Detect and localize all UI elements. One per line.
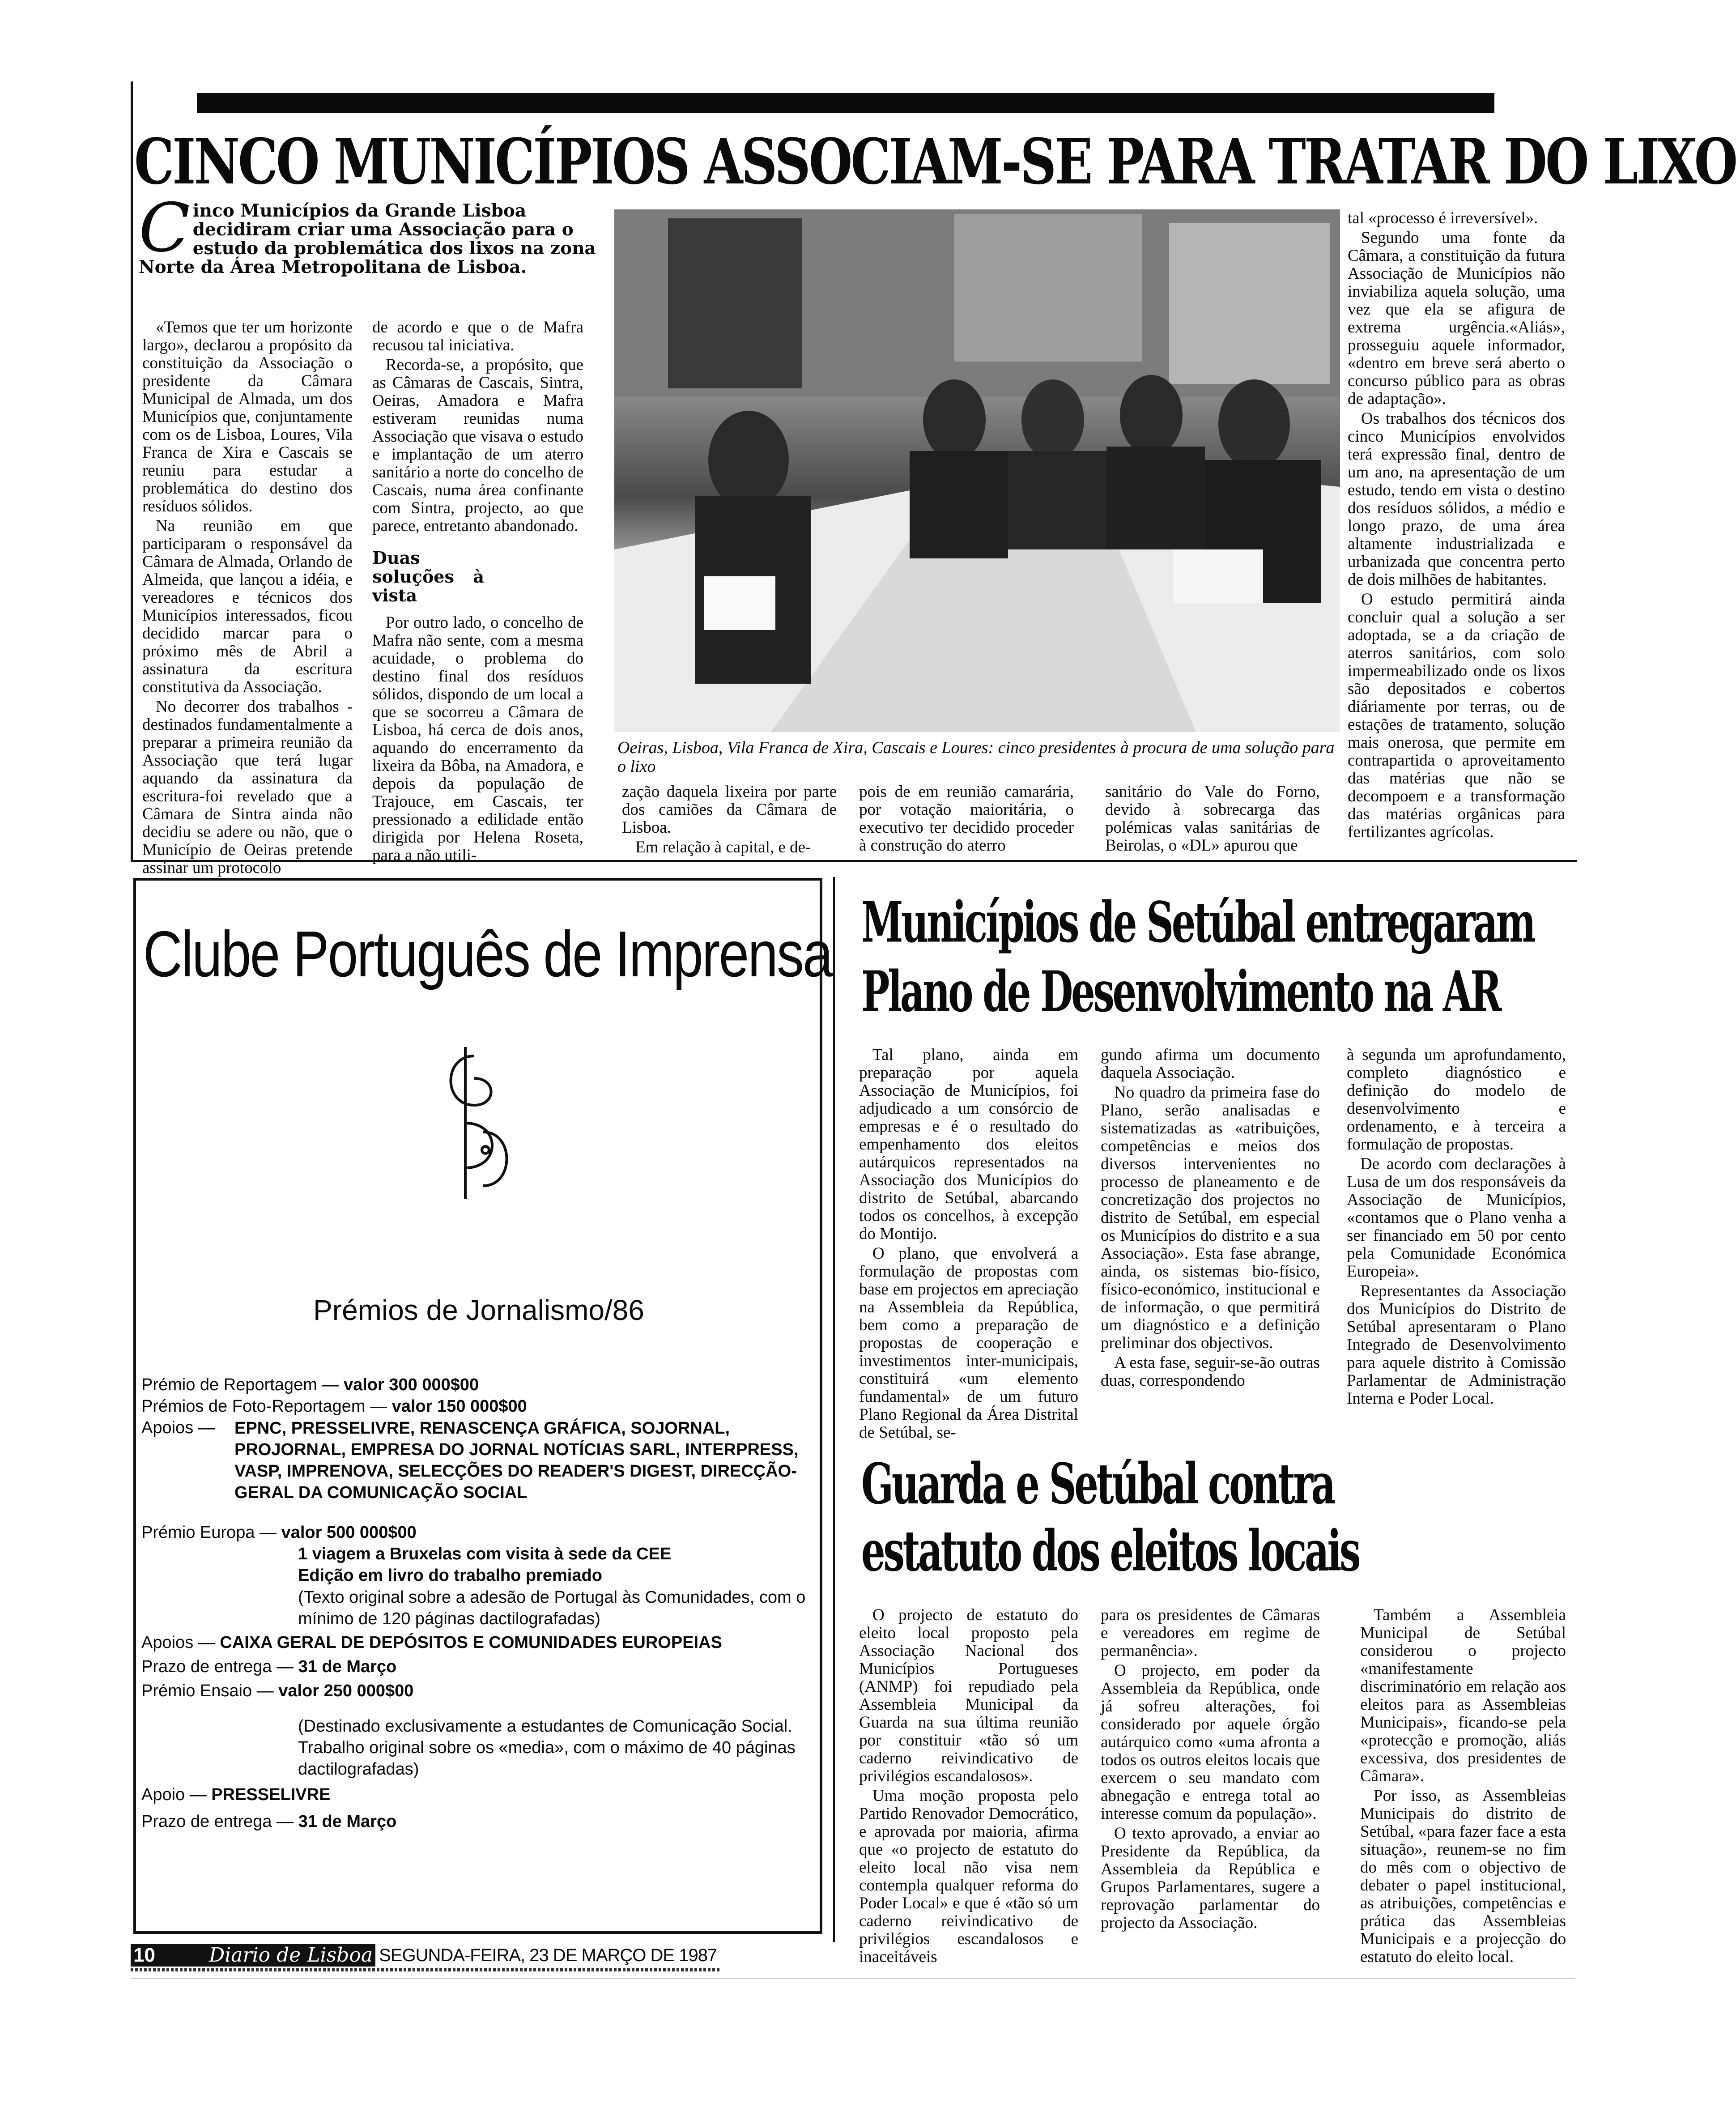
paragraph: O texto aprovado, a enviar ao Presidente da República, da Assembleia da República e Grupos Parlamentares, sugere a reprovação parlamentar do projecto da Associação. bbox=[1101, 1824, 1320, 1932]
ad-apoio-3 bbox=[141, 1784, 330, 1805]
ad-prize-reportagem bbox=[141, 1375, 479, 1395]
ad-prazo-2 bbox=[141, 1811, 396, 1832]
ad-prize-europa bbox=[141, 1522, 417, 1543]
paragraph: tal «processo é irreversível». bbox=[1348, 209, 1538, 227]
apoios-value: CAIXA GERAL DE DEPÓSITOS E COMUNIDADES EUROPEIAS bbox=[220, 1633, 722, 1652]
story2-headline-2: Plano de Desenvolvimento na AR bbox=[861, 958, 1500, 1025]
ad-title: Clube Português de Imprensa bbox=[143, 918, 832, 990]
story3-column-3 bbox=[1360, 1606, 1566, 1968]
paragraph: «Temos que ter um horizonte largo», declarou a propósito da constituição da Associação o presidente da Câmara Municipal de Almada, um dos Municípios que, conjuntamente com os de Lisboa, Loures, Vila Franca de Xira e Cascais se reuniu para estudar a problemática do destino dos resíduos sólidos. bbox=[142, 318, 353, 515]
paragraph: Também a Assembleia Municipal de Setúbal considerou o projecto «manifestamente discriminatório em relação aos eleitos para as Assembleias Municipais», ficando-se pela «protecção e promoção, aliás excessiva, dos presidentes de Câmara». bbox=[1360, 1606, 1566, 1785]
prize-value: valor 500 000$00 bbox=[281, 1523, 417, 1542]
lede-text: inco Municípios da Grande Lisboa decidiram criar uma Associação para o estudo da problemática dos lixos na zona Norte da Área Metropolitana de Lisboa. bbox=[139, 200, 596, 277]
paragraph: sanitário do Vale do Forno, devido à sobrecarga das polémicas valas sanitárias de Beirolas, o «DL» apurou que bbox=[1105, 783, 1320, 855]
ad-prize-foto bbox=[141, 1396, 527, 1417]
ad-apoios-2 bbox=[141, 1632, 722, 1653]
paragraph: Na reunião em que participaram o responsável da Câmara de Almada, Orlando de Almeida, que lançou a idéia, e vereadores e técnicos dos Municípios interessados, ficou decidido marcar para o próximo mês de Abril a assinatura da escritura constitutiva da Associação. bbox=[142, 517, 353, 696]
ad-europa-item-1: 1 viagem a Bruxelas com visita à sede da CEE bbox=[298, 1545, 672, 1563]
photo-illustration bbox=[614, 209, 1340, 732]
prazo-label: Prazo de entrega — bbox=[141, 1657, 298, 1676]
photo-caption: Oeiras, Lisboa, Vila Franca de Xira, Cascais e Loures: cinco presidentes à procura de uma solução para o lixo bbox=[617, 738, 1335, 776]
paragraph: Segundo uma fonte da Câmara, a constituição da futura Associação de Municípios não inviabiliza aquela solução, uma vez que ela se afigura de extrema urgência.«Aliás», prosseguiu aquele informador, «dentro em breve será aberto o concurso público para as obras de adaptação». bbox=[1348, 229, 1565, 408]
paragraph: de acordo e que o de Mafra recusou tal iniciativa. bbox=[372, 318, 583, 354]
ad-apoios-1-label: Apoios — bbox=[141, 1418, 215, 1437]
paragraph: Por isso, as Assembleias Municipais do distrito de Setúbal, «para fazer face a esta situação», reunem-se no fim do mês com o objectivo de debater o papel institucional, as atribuições, competências e prática das Assembleias Municipais e a projecção do estatuto do eleito local. bbox=[1360, 1787, 1566, 1966]
ad-ensaio-note: (Destinado exclusivamente a estudantes de Comunicação Social. Trabalho original sobre os «media», com o máximo de 40 páginas dactilografadas) bbox=[298, 1717, 796, 1779]
below-photo-column-1 bbox=[622, 783, 837, 858]
prize-label: Prémios de Foto-Reportagem — bbox=[141, 1397, 392, 1416]
ad-prize-ensaio bbox=[141, 1681, 413, 1701]
subhead: Duas soluções à vista bbox=[372, 548, 484, 605]
paragraph: De acordo com declarações à Lusa de um dos responsáveis da Associação de Municípios, «contamos que o Plano venha a ser financiado em 50 por cento pela Comunidade Económica Europeia». bbox=[1347, 1155, 1566, 1281]
top-story-column-right bbox=[1348, 209, 1565, 843]
top-story-column-1 bbox=[142, 319, 353, 879]
apoio-label: Apoio — bbox=[141, 1785, 212, 1804]
paragraph: O projecto de estatuto do eleito local proposto pela Associação Nacional dos Municípios Portugueses (ANMP) foi repudiado pela Assembleia Municipal da Guarda na sua última reunião por constituir «tão só um caderno reivindicativo de privilégios escandalosos». bbox=[859, 1606, 1078, 1785]
story3-column-2 bbox=[1101, 1606, 1320, 1934]
paragraph: No decorrer dos trabalhos -destinados fundamentalmente a preparar a primeira reunião da Associação que terá lugar aquando da assinatura da escritura-foi revelado que a Câmara de Sintra ainda não decidiu se adere ou não, que o Município de Oeiras pretende assinar um protocolo bbox=[142, 698, 353, 877]
paragraph: O plano, que envolverá a formulação de propostas com base em projectos em apreciação na Assembleia da República, bem como a preparação de propostas de cooperação e investimentos inter-municipais, constituirá «um elemento fundamental» de um futuro Plano Regional da Área Distrital de Setúbal, se- bbox=[859, 1244, 1078, 1442]
paragraph: Representantes da Associação dos Municípios do Distrito de Setúbal apresentaram o Plano Integrado de Desenvolvimento para aquele distrito à Comissão Parlamentar de Administração Interna e Poder Local. bbox=[1347, 1282, 1566, 1408]
top-story-headline: CINCO MUNICÍPIOS ASSOCIAM-SE PARA TRATAR DO LIXO bbox=[134, 125, 1736, 199]
page-number: 10 bbox=[131, 1944, 187, 1967]
prize-value: valor 250 000$00 bbox=[278, 1682, 414, 1700]
story2-divider bbox=[833, 877, 835, 1942]
story3-column-1 bbox=[859, 1606, 1078, 1968]
prize-value: valor 300 000$00 bbox=[343, 1375, 479, 1394]
story2-headline-1: Municípios de Setúbal entregaram bbox=[861, 889, 1534, 955]
paragraph: Recorda-se, a propósito, que as Câmaras de Cascais, Sintra, Oeiras, Amadora e Mafra estiveram reunidas numa Associação que visava o estudo e implantação de um aterro sanitário a norte do concelho de Cascais, numa área confinante com Sintra, projecto, ao que parece, entretanto abandonado. bbox=[372, 356, 583, 535]
prazo-value: 31 de Março bbox=[298, 1812, 397, 1831]
prize-label: Prémio Ensaio — bbox=[141, 1682, 279, 1700]
paragraph: gundo afirma um documento daquela Associação. bbox=[1101, 1046, 1320, 1082]
paragraph: à segunda um aprofundamento, completo diagnóstico e definição do modelo de desenvolvimento e ordenamento, e à terceira a formulação de propostas. bbox=[1347, 1046, 1566, 1154]
prazo-label: Prazo de entrega — bbox=[141, 1812, 298, 1831]
top-rule bbox=[197, 93, 1494, 113]
story3-headline-1: Guarda e Setúbal contra bbox=[861, 1451, 1334, 1517]
paragraph: Em relação à capital, e de- bbox=[635, 838, 811, 856]
paragraph: Uma moção proposta pelo Partido Renovador Democrático, e aprovada por maioria, afirma que «o projecto de estatuto do eleito local não visa nem contempla qualquer reforma do Poder Local» e que é «tão só um caderno reivindicativo de privilégios escandalosos e inaceitáveis bbox=[859, 1787, 1078, 1966]
below-photo-column-2 bbox=[859, 783, 1074, 856]
top-story-column-2 bbox=[372, 319, 583, 866]
paragraph: O estudo permitirá ainda concluir qual a solução a ser adoptada, se a da criação de aterros sanitários, com solo impermeabilizado onde os lixos são depositados e cobertos diáriamente por terras, ou de estações de tratamento, solução mais onerosa, que permite em contrapartida o aproveitamento das matérias que não se decompoem e a transformação das matérias orgânicas para fertilizantes agrícolas. bbox=[1348, 590, 1565, 841]
story2-column-1 bbox=[859, 1046, 1078, 1443]
footer-date: SEGUNDA-FEIRA, 23 DE MARÇO DE 1987 bbox=[379, 1945, 717, 1965]
meeting-photo bbox=[614, 209, 1340, 732]
story2-column-3 bbox=[1347, 1046, 1566, 1409]
paragraph: A esta fase, seguir-se-ão outras duas, correspondendo bbox=[1101, 1354, 1320, 1390]
cpi-logo bbox=[394, 1038, 555, 1208]
paragraph: Por outro lado, o concelho de Mafra não sente, com a mesma acuidade, o problema do destino final dos resíduos sólidos, dispondo de um local a que se socorreu a Câmara de Lisboa, há cerca de dois anos, aquando do encerramento da lixeira da Bôba, na Amadora, e depois da população de Trajouce, em Cascais, ter pressionado a edilidade então dirigida por Helena Roseta, para a não utili- bbox=[372, 613, 583, 864]
top-story-lede bbox=[139, 189, 608, 277]
paragraph: pois de em reunião camarária, por votação maioritária, o executivo ter decidido proceder à construção do aterro bbox=[859, 783, 1074, 855]
paragraph: Os trabalhos dos técnicos dos cinco Municípios envolvidos terá expressão final, dentro de um ano, na apresentação de um estudo, tendo em vista o destino dos resíduos sólidos, a médio e longo prazo, de uma área altamente industrializada e urbanizada que concentra perto de dois milhões de habitantes. bbox=[1348, 409, 1565, 589]
story2-column-2 bbox=[1101, 1046, 1320, 1392]
paragraph: Tal plano, ainda em preparação por aquela Associação de Municípios, foi adjudicado a um consórcio de empresas e é o resultado do empenhamento dos eleitos autárquicos representados na Associação dos Municípios do distrito de Setúbal, abarcando todos os concelhos, à excepção do Montijo. bbox=[859, 1046, 1078, 1243]
footer-rule bbox=[131, 1968, 721, 1971]
prize-label: Prémio de Reportagem — bbox=[141, 1375, 344, 1394]
ad-subtitle: Prémios de Jornalismo/86 bbox=[313, 1294, 644, 1326]
prize-value: valor 150 000$00 bbox=[391, 1397, 527, 1416]
bottom-rule bbox=[131, 1978, 1575, 1979]
paragraph: zação daquela lixeira por parte dos camiões da Câmara de Lisboa. bbox=[622, 783, 837, 837]
drop-cap: C bbox=[139, 189, 190, 267]
prize-label: Prémio Europa — bbox=[141, 1523, 281, 1542]
ad-europa-item-2: Edição em livro do trabalho premiado bbox=[298, 1566, 602, 1585]
below-photo-column-3 bbox=[1105, 783, 1320, 856]
apoio-value: PRESSELIVRE bbox=[211, 1785, 331, 1804]
ad-europa-note: (Texto original sobre a adesão de Portugal às Comunidades, com o mínimo de 120 páginas dactilografadas) bbox=[298, 1588, 806, 1628]
story3-headline-2: estatuto dos eleitos locais bbox=[861, 1518, 1359, 1584]
apoios-label: Apoios — bbox=[141, 1633, 220, 1652]
paragraph: para os presidentes de Câmaras e vereadores em regime de permanência». bbox=[1101, 1606, 1320, 1660]
masthead: Diario de Lisboa bbox=[187, 1944, 375, 1967]
prazo-value: 31 de Março bbox=[298, 1657, 397, 1676]
ad-apoios-1: EPNC, PRESSELIVRE, RENASCENÇA GRÁFICA, SOJORNAL, PROJORNAL, EMPRESA DO JORNAL NOTÍCIAS SARL, INTERPRESS, VASP, IMPRENOVA, SELECÇÕES DO READER'S DIGEST, DIRECÇÃO-GERAL DA COMUNICAÇÃO SOCIAL bbox=[234, 1419, 799, 1502]
page-footer bbox=[131, 1944, 717, 1967]
ad-prazo-1 bbox=[141, 1656, 396, 1677]
cpi-logo-mark bbox=[394, 1038, 555, 1208]
paragraph: O projecto, em poder da Assembleia da República, onde já sofreu alterações, foi considerado por aquele órgão autárquico como «uma afronta a todos os outros eleitos locais que exercem o seu mandato com abnegação e entrega total ao interesse comum da população». bbox=[1101, 1661, 1320, 1823]
paragraph: No quadro da primeira fase do Plano, serão analisadas e sistematizadas as «atribuições, competências e meios dos diversos intervenientes no processo de planeamento e de concretização dos projectos no distrito de Setúbal, em especial os Municípios do distrito e a sua Associação». Esta fase abrange, ainda, os sistemas bio-físico, físico-económico, institucional e de informação, o que permitirá um diagnóstico e a definição preliminar dos objectivos. bbox=[1101, 1083, 1320, 1352]
